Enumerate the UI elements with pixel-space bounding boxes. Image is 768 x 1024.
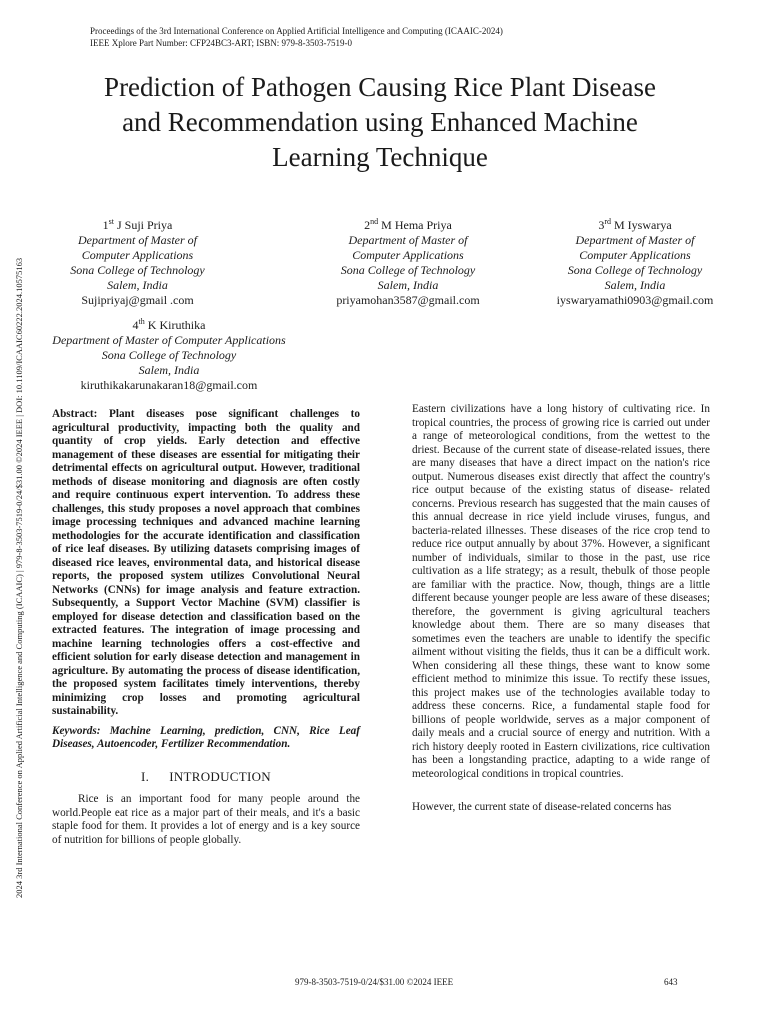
conference-header xyxy=(90,25,503,49)
body-paragraph-1: Eastern civilizations have a long history of cultivating rice. In tropical countries, the process of growing rice is carried out under a range of meteorological conditions, from the wettest to the driest. Because of the current state of disease-related issues, there are many diseases that have a direct impact on the nation's rice output. Numerous diseases exist directly that affect the country's rice output because of the existing status of disease- related concerns. Previous research has suggested that the main causes of this annual decrease in rice yield include viruses, fungus, and bacteria-related illnesses. These diseases of the rice crop tend to reduce rice output annually by about 37%. However, a significant number of individuals, similar to those in the past, use rice cultivation as a life strategy; as a result, thebulk of those people are familiar with the practice. Now, though, things are a little different because younger people are less aware of these diseases; therefore, the government is giving agricultural teachers knowledge about them. There are so many diseases that sometimes even the teachers are unable to identify the specific ailment without visiting the fields, thus it can be a difficult work. When considering all these things, these want to know some efficient method to minimize this issue. To rectify these issues, this project makes use of the technologies available today to address these concerns. Rice, a fundamental staple food for billions of people worldwide, serves as a major component of daily meals and a crucial source of energy and nutrition. With a rich history deeply rooted in Eastern civilizations, rice cultivation has been a longstanding practice, adapting to a wide range of meteorological conditions in tropical countries. xyxy=(412,403,710,780)
body-paragraph-2: However, the current state of disease-related concerns has xyxy=(412,801,672,813)
section-number: I. xyxy=(141,768,150,784)
page-number: 643 xyxy=(664,977,678,987)
title-line-2: and Recommendation using Enhanced Machine xyxy=(122,107,638,137)
section-heading xyxy=(52,770,360,784)
author-block-2 xyxy=(318,214,498,308)
abstract: Abstract: Plant diseases pose significant challenges to agricultural productivity, impacting both the quality and quantity of crop yields. Early detection and effective management of these diseases are essential for mitigating their detrimental effects on agricultural output. However, traditional methods of disease monitoring and diagnosis are often costly and require continuous expert intervention. To address these challenges, this study proposes a novel approach that combines image processing techniques and advanced machine learning methodologies for the accurate identification and classification of rice leaf diseases. By utilizing datasets comprising images of diseased rice leaves, environmental data, and historical disease reports, the proposed system utilizes Convolutional Neural Networks (CNNs) for image analysis and feature extraction. Subsequently, a Support Vector Machine (SVM) classifier is employed for disease detection and classification based on the extracted features. The integration of image processing and machine learning technologies offers a cost-effective and efficient solution for early disease detection and management in agriculture. By automating the process of disease identification, the proposed system facilitates timely interventions, thereby minimizing crop losses and promoting agricultural sustainability. xyxy=(52,408,360,717)
author-department: Department of Master of xyxy=(78,233,197,247)
header-line-1: Proceedings of the 3rd International Conference on Applied Artificial Intelligence and Computing (ICAAIC-2024) xyxy=(90,26,503,36)
author-email: priyamohan3587@gmail.com xyxy=(336,293,480,307)
author-block-4 xyxy=(44,314,294,393)
author-college: Sona College of Technology xyxy=(567,263,703,277)
author-email: iyswaryamathi0903@gmail.com xyxy=(556,293,714,307)
section-title: INTRODUCTION xyxy=(169,768,271,784)
right-column xyxy=(412,403,710,815)
author-city: Salem, India xyxy=(604,278,666,292)
author-city: Salem, India xyxy=(377,278,439,292)
author-college: Sona College of Technology xyxy=(70,263,205,277)
author-department: Computer Applications xyxy=(81,248,194,262)
header-line-2: IEEE Xplore Part Number: CFP24BC3-ART; ISBN: 979-8-3503-7519-0 xyxy=(90,38,352,48)
author-email: Sujipriyaj@gmail .com xyxy=(81,293,194,307)
author-department: Department of Master of Computer Applications xyxy=(52,333,286,347)
author-college: Sona College of Technology xyxy=(101,348,237,362)
author-block-3 xyxy=(540,214,730,308)
author-city: Salem, India xyxy=(138,363,200,377)
author-name: 3rd M Iyswarya xyxy=(598,217,672,232)
author-department: Department of Master of xyxy=(575,233,695,247)
left-column xyxy=(52,408,360,847)
author-name: 4th K Kiruthika xyxy=(132,317,206,332)
side-doi-text: 2024 3rd International Conference on Applied Artificial Intelligence and Computing (ICAAIC) | 979-8-3503-7519-0/24/$31.00 ©2024 IEEE | DOI: 10.1109/ICAAIC60222.2024.10575163 xyxy=(14,257,24,898)
intro-paragraph: Rice is an important food for many people around the world.People eat rice as a major part of their meals, and it's a basic staple food for them. It provides a lot of energy and is a key source of nutrition for billions of people globally. xyxy=(52,793,360,846)
footer-copyright: 979-8-3503-7519-0/24/$31.00 ©2024 IEEE xyxy=(295,977,454,987)
author-department: Computer Applications xyxy=(579,248,691,262)
keywords: Keywords: Machine Learning, prediction, CNN, Rice Leaf Diseases, Autoencoder, Fertilizer Recommendation. xyxy=(52,724,360,750)
author-block-1 xyxy=(50,214,225,308)
author-name: 2nd M Hema Priya xyxy=(364,217,452,232)
author-email: kiruthikakarunakaran18@gmail.com xyxy=(80,378,258,392)
author-department: Computer Applications xyxy=(352,248,464,262)
paper-title xyxy=(40,70,720,175)
title-line-1: Prediction of Pathogen Causing Rice Plant Disease xyxy=(104,72,656,102)
author-city: Salem, India xyxy=(107,278,168,292)
title-line-3: Learning Technique xyxy=(272,142,488,172)
author-name: 1st J Suji Priya xyxy=(102,217,173,232)
author-college: Sona College of Technology xyxy=(340,263,476,277)
author-department: Department of Master of xyxy=(348,233,468,247)
